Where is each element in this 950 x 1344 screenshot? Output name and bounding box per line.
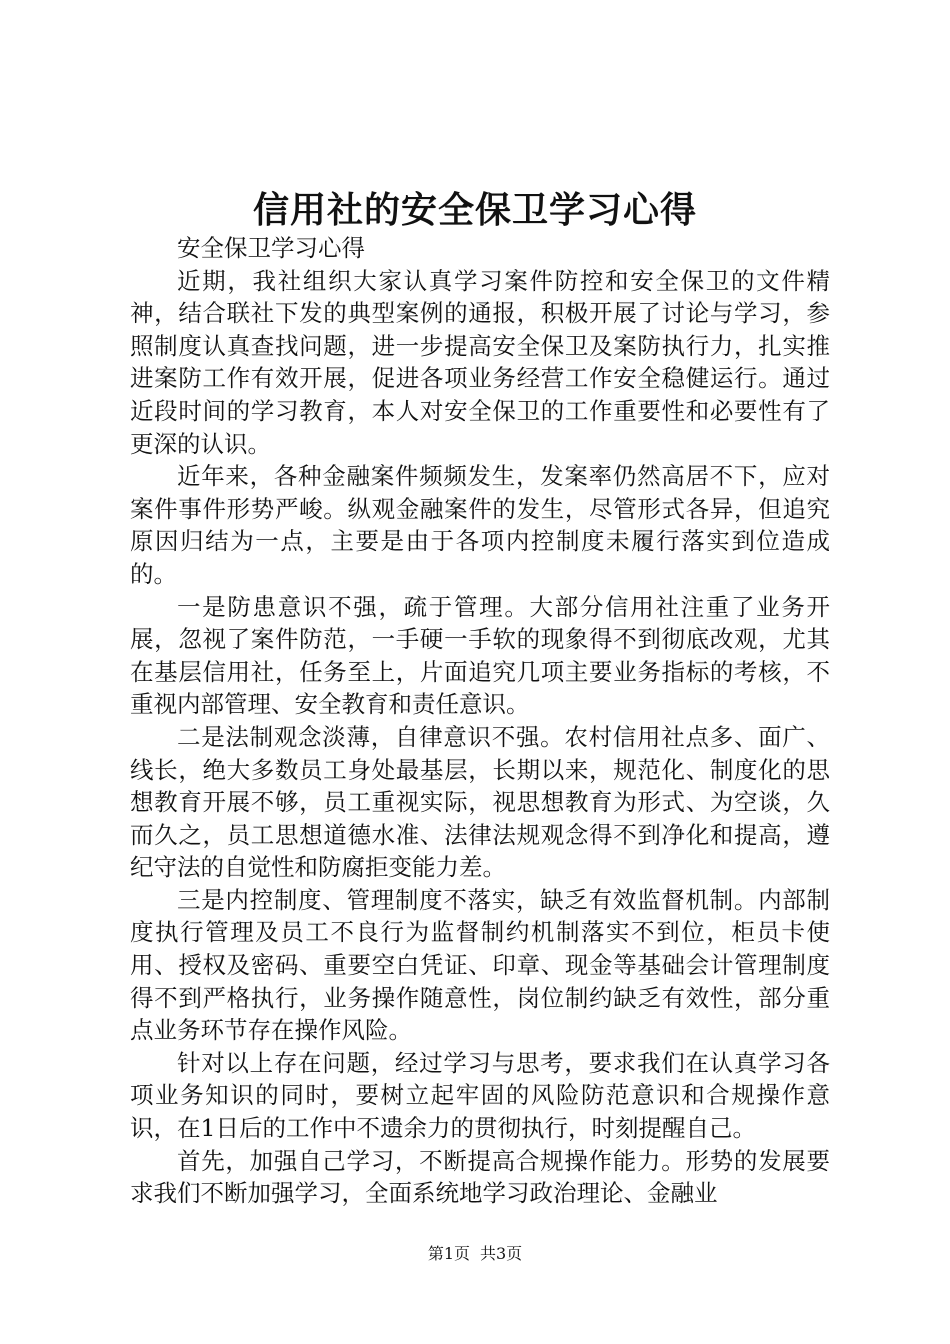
page-total: 共3页 [480,1244,523,1263]
paragraph: 近年来，各种金融案件频频发生，发案率仍然高居不下，应对案件事件形势严峻。纵观金融案件的发生，尽管形式各异，但追究原因归结为一点，主要是由于各项内控制度未履行落实到位造成的。 [130,462,830,588]
paragraph: 一是防患意识不强，疏于管理。大部分信用社注重了业务开展，忽视了案件防范，一手硬一手软的现象得不到彻底改观，尤其在基层信用社，任务至上，片面追究几项主要业务指标的考核，不重视内部管理、安全教育和责任意识。 [130,592,830,719]
document-body [130,232,830,1210]
page-footer [0,1243,950,1265]
page-number: 第1页 [427,1244,470,1263]
paragraph-subtitle: 安全保卫学习心得 [177,234,365,262]
page-title: 信用社的安全保卫学习心得 [252,189,697,231]
paragraph: 三是内控制度、管理制度不落实，缺乏有效监督机制。内部制度执行管理及员工不良行为监督制约机制落实不到位，柜员卡使用、授权及密码、重要空白凭证、印章、现金等基础会计管理制度得不到严格执行，业务操作随意性，岗位制约缺乏有效性，部分重点业务环节存在操作风险。 [130,885,830,1045]
paragraph: 针对以上存在问题，经过学习与思考，要求我们在认真学习各项业务知识的同时，要树立起牢固的风险防范意识和合规操作意识，在1日后的工作中不遗余力的贯彻执行，时刻提醒自己。 [130,1048,830,1143]
paragraph: 近期，我社组织大家认真学习案件防控和安全保卫的文件精神，结合联社下发的典型案例的通报，积极开展了讨论与学习，参照制度认真查找问题，进一步提高安全保卫及案防执行力，扎实推进案防工作有效开展，促进各项业务经营工作安全稳健运行。通过近段时间的学习教育，本人对安全保卫的工作重要性和必要性有了更深的认识。 [130,266,830,458]
paragraph: 首先，加强自己学习，不断提高合规操作能力。形势的发展要求我们不断加强学习，全面系统地学习政治理论、金融业 [130,1146,830,1208]
paragraph: 二是法制观念淡薄，自律意识不强。农村信用社点多、面广、线长，绝大多数员工身处最基层，长期以来，规范化、制度化的思想教育开展不够，员工重视实际，视思想教育为形式、为空谈，久而久之，员工思想道德水准、法律法规观念得不到净化和提高，遵纪守法的自觉性和防腐拒变能力差。 [130,722,830,882]
